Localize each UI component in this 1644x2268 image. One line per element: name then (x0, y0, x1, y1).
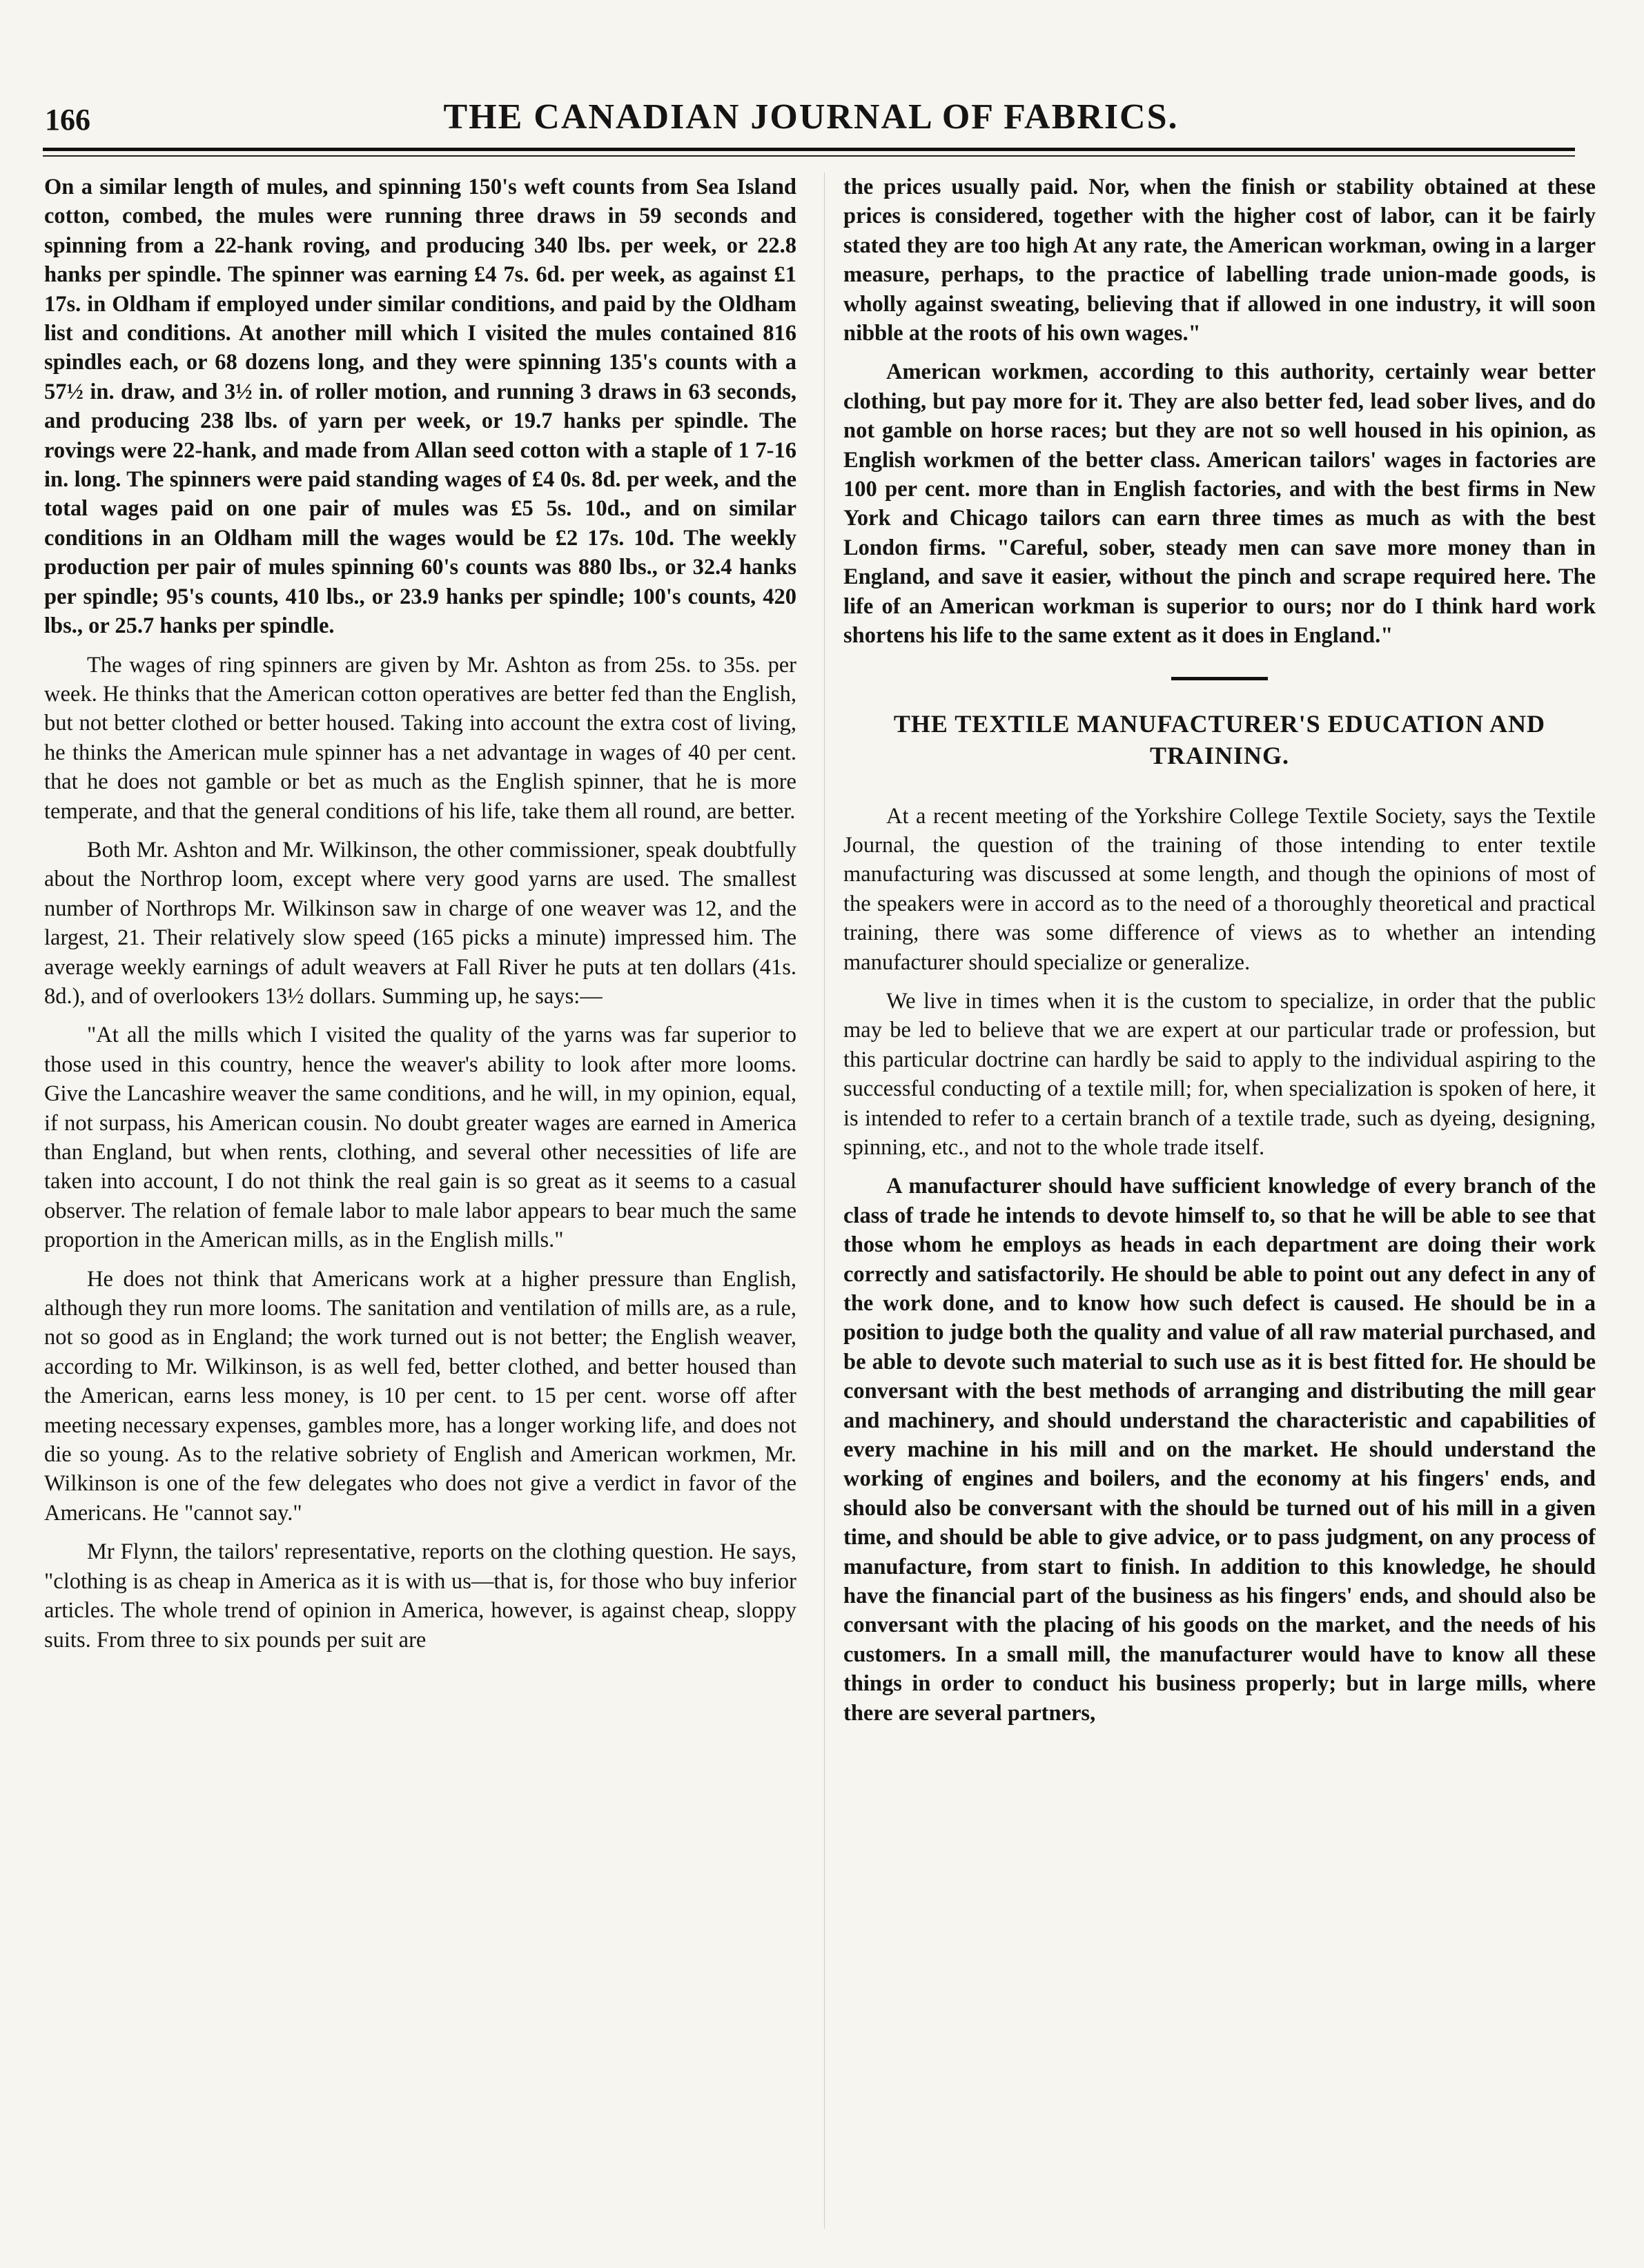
article-heading: THE TEXTILE MANUFACTURER'S EDUCATION AND TRAINING. (893, 709, 1546, 769)
paragraph-ring-spinners: The wages of ring spinners are given by Mr. Ashton as from 25s. to 35s. per week. He thinks that the American cotton operatives are better fed than the English, but not better clothed or better housed. Taking into account the extra cost of living, he thinks the American mule spinner has a net advantage in wages of 40 per cent. that he does not gamble or bet as much as the English spinner, that he is more temperate, and that the general conditions of his life, take them all round, are better. (44, 652, 796, 824)
paragraph-specialize: We live in times when it is the custom to specialize, in order that the public may be led to believe that we are expert at our particular trade or profession, but this particular doctrine can hardly be said to apply to the individual aspiring to the successful conducting of a textile mill; for, when specialization is spoken of here, it is intended to refer to a certain branch of a textile trade, such as dyeing, designing, spinning, etc., and not to the whole trade itself. (843, 988, 1596, 1160)
header-rule-thin (43, 155, 1575, 157)
left-column (44, 172, 796, 2236)
journal-title: THE CANADIAN JOURNAL OF FABRICS. (443, 97, 1179, 137)
section-separator (1171, 677, 1268, 680)
page-number: 166 (45, 103, 90, 137)
paragraph-wilkinson-quote: "At all the mills which I visited the quality of the yarns was far superior to those used in this country, hence the weaver's ability to look after more looms. Give the Lancashire weaver the same conditions, and he will, in my opinion, equal, if not surpass, his American cousin. No doubt greater wages are earned in America than England, but when rents, clothing, and several other necessities of life are taken into account, I do not think the real gain is so great as it seems to a casual observer. The relation of female labor to male labor appears to bear much the same proportion in the American mills, as in the English mills." (44, 1023, 796, 1253)
paragraph-tailors-report: Mr Flynn, the tailors' representative, reports on the clothing question. He says, "clothing is as cheap in America as it is with us—that is, for those who buy inferior articles. The whole trend of opinion in America, however, is against cheap, sloppy suits. From three to six pounds per suit are (44, 1539, 796, 1653)
paragraph-prices-paid: the prices usually paid. Nor, when the finish or stability obtained at these prices is considered, together with the higher cost of labor, can it be fairly stated they are too high At any rate, the American workman, owing in a larger measure, perhaps, to the practice of labelling trade union-made goods, is wholly against sweating, believing that if allowed in one industry, it will soon nibble at the roots of his own wages." (843, 175, 1596, 346)
header-rule-thick (43, 148, 1575, 151)
paragraph-yorkshire-college: At a recent meeting of the Yorkshire College Textile Society, says the Textile Journal, the question of the training of those intending to enter textile manufacturing was discussed at some length, and though the opinions of most of the speakers were in accord as to the need of a thoroughly theoretical and practical training, there was some difference of views as to whether an intending manufacturer should specialize or generalize. (843, 803, 1596, 975)
paragraph-northrop-loom: Both Mr. Ashton and Mr. Wilkinson, the other commissioner, speak doubtfully about the Northrop loom, except where very good yarns are used. The smallest number of Northrops Mr. Wilkinson saw in charge of one weaver was 12, and the largest, 21. Their relatively slow speed (165 picks a minute) impressed him. The average weekly earnings of adult weavers at Fall River he puts at ten dollars (41s. 8d.), and of overlookers 13½ dollars. Summing up, he says:— (44, 837, 796, 1009)
paragraph-working-pressure: He does not think that Americans work at a higher pressure than English, although they run more looms. The sanitation and ventilation of mills are, as a rule, not so good as in England; the work turned out is not better; the English weaver, according to Mr. Wilkinson, is as well fed, better clothed, and better housed than the American, earns less money, is 10 per cent. to 15 per cent. worse off after meeting necessary expenses, gambles more, has a longer working life, and does not die so young. As to the relative sobriety of English and American workmen, Mr. Wilkinson is one of the few delegates who does not give a verdict in favor of the Americans. He "cannot say." (44, 1266, 796, 1526)
running-head (45, 97, 1577, 145)
paragraph-manufacturer-knowledge: A manufacturer should have sufficient knowledge of every branch of the class of trade he intends to devote himself to, so that he will be able to see that those whom he employs as heads in each department are doing their work correctly and satisfactorily. He should be able to point out any defect in any of the work done, and to know how such defect is caused. He should be in a position to judge both the quality and value of all raw material purchased, and be able to devote such material to such use as it is best fitted for. He should be conversant with the best methods of arranging and distributing the mill gear and machinery, and should understand the characteristic and capabilities of every machine in his mill and on the market. He should understand the working of engines and boilers, and the economy at his fingers' ends, and should also be conversant with the should be turned out of his mill in a given time, and should be able to give advice, or to pass judgment, on any process of manufacture, from start to finish. In addition to this knowledge, he should have the financial part of the business as his fingers' ends, and should also be conversant with the placing of his goods on the market, and the needs of his customers. In a small mill, the manufacturer would have to know all these things in order to conduct his business properly; but in large mills, where there are several partners, (843, 1174, 1596, 1726)
paragraph-american-workmen: American workmen, according to this authority, certainly wear better clothing, but pay more for it. They are also better fed, lead sober lives, and do not gamble on horse races; but they are not so well housed in his opinion, as English workmen of the better class. American tailors' wages in factories are 100 per cent. more than in English factories, and with the best firms in New York and Chicago tailors can earn three times as much as with the best London firms. "Careful, sober, steady men can save more money than in England, and save it easier, without the pinch and scrape required here. The life of an American workman is superior to ours; nor do I think hard work shortens his life to the same extent as it does in England." (843, 359, 1596, 649)
column-gutter (824, 172, 825, 2229)
right-column (843, 172, 1596, 2236)
paragraph-mule-spinning: On a similar length of mules, and spinning 150's weft counts from Sea Island cotton, combed, the mules were running three draws in 59 seconds and spinning from a 22-hank roving, and producing 340 lbs. per week, or 22.8 hanks per spindle. The spinner was earning £4 7s. 6d. per week, as against £1 17s. in Oldham if employed under similar conditions, and paid by the Oldham list and conditions. At another mill which I visited the mules contained 816 spindles each, or 68 dozens long, and they were spinning 135's counts with a 57½ in. draw, and 3½ in. of roller motion, and running 3 draws in 63 seconds, and producing 238 lbs. of yarn per week, or 19.7 hanks per spindle. The rovings were 22-hank, and made from Allan seed cotton with a staple of 1 7-16 in. long. The spinners were paid standing wages of £4 0s. 8d. per week, and the total wages paid on one pair of mules was £5 5s. 10d., and on similar conditions in an Oldham mill the wages would be £2 17s. 10d. The weekly production per pair of mules spinning 60's counts was 880 lbs., or 32.4 hanks per spindle; 95's counts, 410 lbs., or 23.9 hanks per spindle; 100's counts, 420 lbs., or 25.7 hanks per spindle. (44, 175, 796, 639)
